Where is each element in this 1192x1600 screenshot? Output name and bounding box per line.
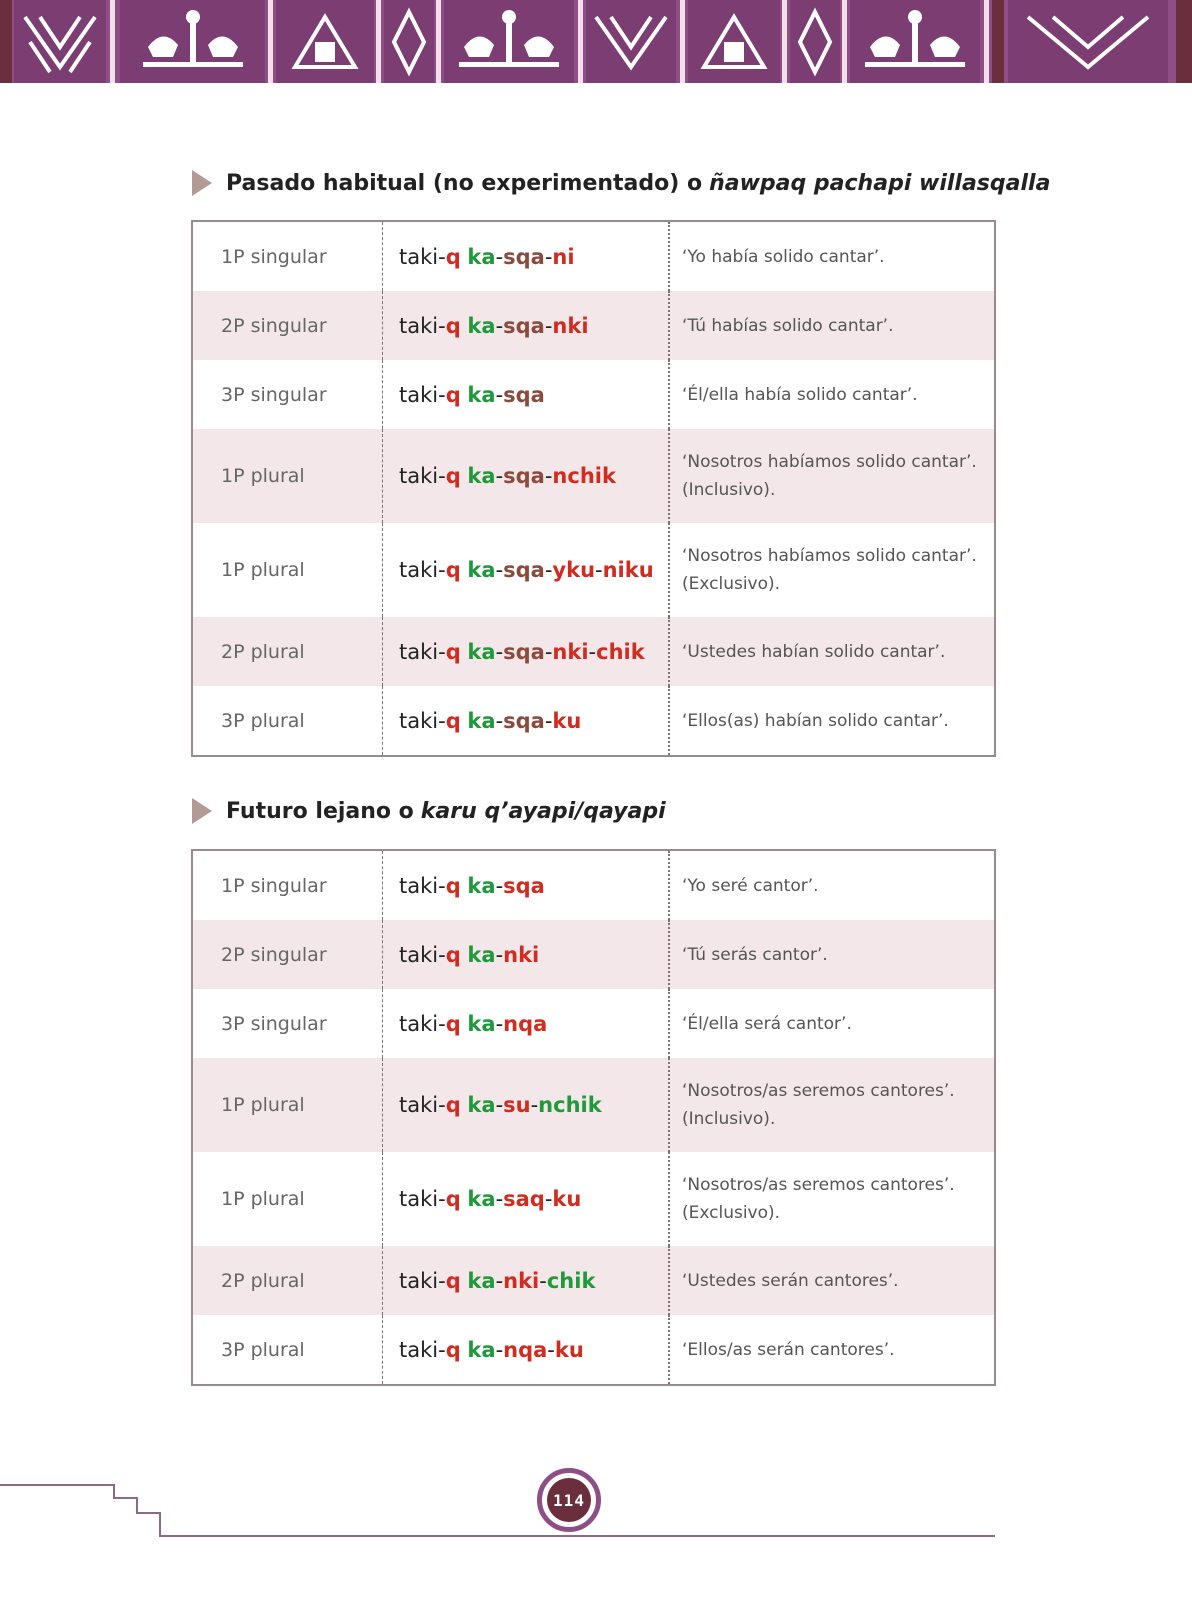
banner-separator	[680, 0, 685, 83]
morpheme: -	[544, 708, 553, 733]
gloss-lines	[682, 542, 977, 598]
morpheme: su	[503, 1093, 531, 1117]
table-row	[193, 617, 994, 686]
morpheme: taki-	[399, 558, 446, 582]
morpheme	[461, 314, 468, 338]
morpheme	[461, 383, 468, 407]
verb-form	[383, 1058, 670, 1152]
morpheme: ka	[467, 244, 496, 269]
gloss-translation	[670, 617, 994, 686]
gloss-line: ‘Ustedes serán cantores’.	[682, 1270, 899, 1291]
banner-bird-motif	[120, 0, 265, 83]
morpheme	[461, 245, 468, 269]
gloss-lines	[682, 1010, 852, 1038]
person-label: 3P singular	[193, 360, 383, 429]
verb-form	[383, 291, 670, 360]
banner-bird-motif	[850, 0, 980, 83]
morpheme: sqa	[503, 873, 545, 898]
morpheme: -	[495, 382, 504, 407]
section-title-text: Pasado habitual (no experimentado) o	[226, 170, 703, 196]
morpheme: nki	[552, 313, 589, 338]
morpheme: -	[544, 244, 553, 269]
banner-edge-right	[1176, 0, 1192, 83]
page-number: 114	[547, 1478, 591, 1522]
person-label: 3P plural	[193, 686, 383, 755]
section-title-quechua: ñawpaq pachapi willasqalla	[709, 170, 1051, 196]
morpheme: ka	[467, 1187, 496, 1211]
morpheme: taki-	[399, 942, 446, 967]
person-label: 2P singular	[193, 920, 383, 989]
gloss-line: ‘Nosotros/as seremos cantores’.	[682, 1081, 955, 1101]
morpheme: -	[544, 1187, 553, 1211]
morpheme: sqa	[503, 244, 545, 269]
morpheme: sqa	[503, 382, 545, 407]
morpheme: taki-	[399, 464, 446, 488]
morpheme: taki-	[399, 873, 446, 898]
gloss-line: ‘Nosotros habíamos solido cantar’.	[682, 452, 977, 472]
morpheme: q	[445, 942, 461, 967]
verb-form	[383, 617, 670, 686]
morpheme	[461, 709, 468, 733]
morpheme	[461, 558, 468, 582]
morpheme: -	[595, 558, 603, 582]
banner-separator	[436, 0, 441, 83]
morpheme: taki-	[399, 708, 446, 733]
gloss-line: ‘Tú serás cantor’.	[682, 944, 828, 965]
verb-form	[383, 222, 670, 291]
morpheme: ka	[467, 1337, 496, 1362]
morpheme: q	[445, 1337, 461, 1362]
gloss-translation	[670, 851, 994, 920]
conjugation-table-far-future	[191, 849, 996, 1386]
section-arrow-icon	[192, 170, 212, 196]
gloss-line: ‘Él/ella será cantor’.	[682, 1013, 852, 1034]
table-row	[193, 1058, 994, 1152]
morpheme: ka	[467, 708, 496, 733]
morpheme: sqa	[503, 464, 545, 488]
gloss-line: (Inclusivo).	[682, 480, 776, 500]
gloss-line: ‘Ustedes habían solido cantar’.	[682, 641, 946, 662]
morpheme: ka	[467, 639, 496, 664]
morpheme: -	[544, 639, 553, 664]
verb-form	[383, 989, 670, 1058]
banner-separator	[268, 0, 273, 83]
morpheme: -	[495, 244, 504, 269]
morpheme: q	[445, 464, 461, 488]
morpheme: ku	[552, 1187, 582, 1211]
footer-baseline	[159, 1535, 995, 1537]
person-label: 1P singular	[193, 851, 383, 920]
morpheme: nqa	[503, 1337, 548, 1362]
gloss-line: ‘Tú habías solido cantar’.	[682, 315, 894, 336]
gloss-translation	[670, 360, 994, 429]
page-number-badge	[537, 1468, 601, 1532]
morpheme: -	[547, 1337, 555, 1362]
morpheme: -	[495, 313, 504, 338]
gloss-translation	[670, 686, 994, 755]
morpheme: q	[445, 1011, 461, 1036]
banner-separator	[782, 0, 787, 83]
table-row	[193, 429, 994, 523]
person-label: 2P plural	[193, 1246, 383, 1315]
morpheme: ku	[554, 1337, 584, 1362]
gloss-line: (Exclusivo).	[682, 574, 781, 594]
morpheme: -	[495, 1093, 504, 1117]
gloss-translation	[670, 523, 994, 617]
verb-form	[383, 1152, 670, 1246]
gloss-lines	[682, 1077, 955, 1133]
morpheme: q	[445, 244, 461, 269]
morpheme: -	[495, 1337, 504, 1362]
morpheme: taki-	[399, 639, 446, 664]
table-row	[193, 291, 994, 360]
footer-step-line	[113, 1484, 115, 1498]
morpheme: -	[495, 708, 504, 733]
table-row	[193, 523, 994, 617]
morpheme: ka	[467, 558, 496, 582]
verb-form	[383, 1315, 670, 1384]
gloss-line: (Inclusivo).	[682, 1109, 776, 1129]
morpheme: -	[495, 1011, 504, 1036]
banner-small-diamond-motif	[384, 0, 434, 83]
morpheme: ka	[467, 1093, 496, 1117]
morpheme: ka	[467, 1268, 496, 1293]
gloss-line: ‘Ellos/as serán cantores’.	[682, 1339, 895, 1360]
person-label: 3P singular	[193, 989, 383, 1058]
gloss-lines	[682, 381, 918, 409]
morpheme: ka	[467, 464, 496, 488]
gloss-lines	[682, 707, 949, 735]
footer-step-line	[136, 1512, 160, 1514]
morpheme: ka	[467, 873, 496, 898]
gloss-translation	[670, 291, 994, 360]
gloss-lines	[682, 1267, 899, 1295]
banner-separator	[984, 0, 989, 83]
morpheme: q	[445, 708, 461, 733]
morpheme	[461, 1012, 468, 1036]
morpheme: nchik	[538, 1093, 602, 1117]
gloss-translation	[670, 429, 994, 523]
morpheme: taki-	[399, 1011, 446, 1036]
gloss-translation	[670, 1315, 994, 1384]
section-title-text: Futuro lejano o	[226, 798, 414, 824]
banner-diamond-motif	[1008, 0, 1168, 83]
morpheme: nki	[552, 639, 589, 664]
gloss-translation	[670, 1058, 994, 1152]
banner-separator	[110, 0, 115, 83]
morpheme: yku	[552, 558, 596, 582]
verb-form	[383, 360, 670, 429]
person-label: 2P plural	[193, 617, 383, 686]
morpheme: nchik	[552, 464, 616, 488]
morpheme: -	[544, 558, 553, 582]
morpheme: taki-	[399, 244, 446, 269]
morpheme: -	[495, 464, 504, 488]
footer-step-line	[113, 1497, 137, 1499]
gloss-lines	[682, 1336, 895, 1364]
gloss-lines	[682, 638, 945, 666]
gloss-translation	[670, 1246, 994, 1315]
footer-step-line	[0, 1484, 114, 1486]
morpheme: taki-	[399, 1268, 446, 1293]
table-row	[193, 851, 994, 920]
morpheme: q	[445, 1268, 461, 1293]
banner-separator	[842, 0, 847, 83]
table-row	[193, 1152, 994, 1246]
morpheme: -	[544, 313, 553, 338]
banner-edge	[992, 0, 1004, 83]
morpheme: ka	[467, 313, 496, 338]
gloss-lines	[682, 1171, 955, 1227]
morpheme: taki-	[399, 1337, 446, 1362]
morpheme: q	[445, 1187, 461, 1211]
banner-bird-motif	[444, 0, 574, 83]
banner-diamond-motif	[586, 0, 676, 83]
morpheme: taki-	[399, 313, 446, 338]
morpheme: chik	[596, 639, 645, 664]
morpheme: ka	[467, 382, 496, 407]
banner-small-diamond-motif	[790, 0, 840, 83]
verb-form	[383, 429, 670, 523]
gloss-line: ‘Yo seré cantor’.	[682, 875, 819, 896]
table-row	[193, 1315, 994, 1384]
gloss-lines	[682, 243, 885, 271]
decorative-header-banner	[0, 0, 1192, 83]
morpheme: nqa	[503, 1011, 548, 1036]
footer-step-line	[136, 1497, 138, 1513]
gloss-lines	[682, 312, 894, 340]
morpheme: -	[495, 558, 504, 582]
gloss-line: ‘Él/ella había solido cantar’.	[682, 384, 918, 405]
gloss-lines	[682, 872, 819, 900]
gloss-lines	[682, 941, 828, 969]
morpheme: -	[495, 1187, 504, 1211]
morpheme: nki	[503, 1268, 540, 1293]
gloss-line: ‘Nosotros/as seremos cantores’.	[682, 1175, 955, 1195]
morpheme: sqa	[503, 558, 545, 582]
morpheme: sqa	[503, 708, 545, 733]
person-label: 1P plural	[193, 429, 383, 523]
morpheme	[461, 464, 468, 488]
gloss-line: ‘Ellos(as) habían solido cantar’.	[682, 710, 949, 731]
morpheme: ni	[552, 244, 575, 269]
morpheme: -	[495, 1268, 504, 1293]
banner-edge-left	[0, 0, 12, 83]
person-label: 1P plural	[193, 1152, 383, 1246]
morpheme	[461, 1269, 468, 1293]
person-label: 1P plural	[193, 1058, 383, 1152]
morpheme: q	[445, 558, 461, 582]
morpheme: q	[445, 639, 461, 664]
morpheme	[461, 1187, 468, 1211]
morpheme	[461, 874, 468, 898]
page-number-ring	[537, 1468, 601, 1532]
table-row	[193, 686, 994, 755]
morpheme	[461, 1093, 468, 1117]
morpheme: taki-	[399, 382, 446, 407]
verb-form	[383, 523, 670, 617]
section-arrow-icon	[192, 798, 212, 824]
banner-diamond-motif	[14, 0, 106, 83]
gloss-line: ‘Nosotros habíamos solido cantar’.	[682, 546, 977, 566]
morpheme: taki-	[399, 1093, 446, 1117]
morpheme: q	[445, 873, 461, 898]
morpheme: ka	[467, 1011, 496, 1036]
morpheme	[461, 943, 468, 967]
morpheme: ka	[467, 942, 496, 967]
morpheme	[461, 640, 468, 664]
gloss-translation	[670, 989, 994, 1058]
morpheme: niku	[602, 558, 654, 582]
morpheme: q	[445, 1093, 461, 1117]
gloss-line: (Exclusivo).	[682, 1203, 781, 1223]
section-title-far-future	[192, 793, 666, 829]
section-title-quechua: karu q’ayapi/qayapi	[420, 798, 666, 824]
verb-form	[383, 1246, 670, 1315]
morpheme	[461, 1338, 468, 1362]
verb-form	[383, 920, 670, 989]
morpheme: saq	[503, 1187, 545, 1211]
table-row	[193, 1246, 994, 1315]
verb-form	[383, 851, 670, 920]
morpheme: nki	[503, 942, 540, 967]
conjugation-table-past-habitual	[191, 220, 996, 757]
morpheme: sqa	[503, 313, 545, 338]
morpheme: chik	[546, 1268, 596, 1293]
morpheme: taki-	[399, 1187, 446, 1211]
gloss-translation	[670, 222, 994, 291]
morpheme: -	[495, 873, 504, 898]
table-row	[193, 920, 994, 989]
banner-separator	[578, 0, 583, 83]
table-row	[193, 989, 994, 1058]
table-row	[193, 360, 994, 429]
table-row	[193, 222, 994, 291]
gloss-line: ‘Yo había solido cantar’.	[682, 246, 885, 267]
gloss-lines	[682, 448, 977, 504]
morpheme: q	[445, 313, 461, 338]
morpheme: sqa	[503, 639, 545, 664]
banner-house-motif	[276, 0, 374, 83]
person-label: 1P singular	[193, 222, 383, 291]
section-title-past-habitual	[192, 165, 1050, 201]
person-label: 1P plural	[193, 523, 383, 617]
gloss-translation	[670, 1152, 994, 1246]
verb-form	[383, 686, 670, 755]
banner-separator	[376, 0, 381, 83]
gloss-translation	[670, 920, 994, 989]
morpheme: -	[495, 942, 504, 967]
morpheme: -	[495, 639, 504, 664]
banner-house-motif	[688, 0, 780, 83]
morpheme: -	[539, 1268, 547, 1293]
morpheme: q	[445, 382, 461, 407]
morpheme: -	[544, 464, 553, 488]
person-label: 2P singular	[193, 291, 383, 360]
morpheme: ku	[552, 708, 582, 733]
person-label: 3P plural	[193, 1315, 383, 1384]
morpheme: -	[530, 1093, 539, 1117]
footer-step-line	[159, 1512, 161, 1536]
morpheme: -	[588, 639, 597, 664]
